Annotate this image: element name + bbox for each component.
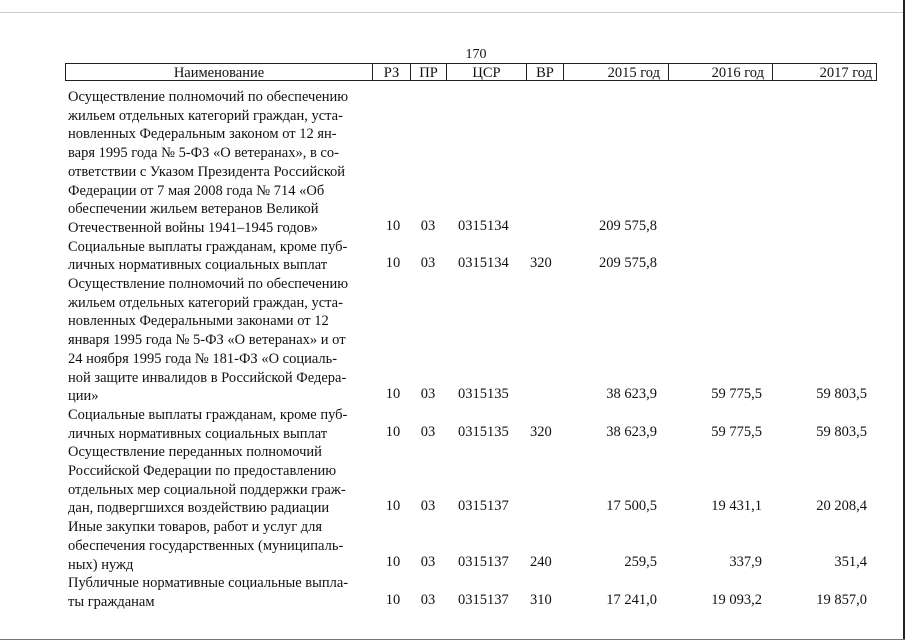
cell-vr: 320 bbox=[530, 423, 552, 440]
header-rz: РЗ bbox=[373, 64, 411, 80]
cell-rz: 10 bbox=[385, 554, 401, 571]
row-name-line: Российской Федерации по предоставлению bbox=[68, 463, 337, 479]
row-name-line: Осуществление полномочий по обеспечению bbox=[68, 276, 349, 292]
row-name bbox=[68, 518, 378, 574]
cell-y2016: 59 775,5 bbox=[711, 423, 762, 440]
cell-y2015: 17 241,0 bbox=[606, 591, 657, 608]
page-number: 170 bbox=[465, 47, 487, 62]
cell-pr: 03 bbox=[420, 423, 436, 440]
cell-rz: 10 bbox=[385, 386, 401, 403]
row-name-line: Отечественной войны 1941–1945 годов» bbox=[68, 219, 318, 236]
row-name-line: Социальные выплаты гражданам, кроме пуб- bbox=[68, 238, 348, 255]
scan-top-border bbox=[0, 12, 905, 13]
cell-y2015: 209 575,8 bbox=[599, 255, 657, 272]
row-name-line: ответствии с Указом Президента Российской bbox=[68, 163, 346, 180]
header-2015: 2015 год bbox=[564, 64, 669, 80]
row-name bbox=[68, 443, 378, 518]
cell-pr: 03 bbox=[420, 217, 436, 234]
row-name-line: новленных Федеральным законом от 12 ян- bbox=[68, 126, 337, 143]
cell-rz: 10 bbox=[385, 423, 401, 440]
row-name-line: жильем отдельных категорий граждан, уста- bbox=[68, 107, 343, 124]
row-name-line: варя 1995 года № 5-ФЗ «О ветеранах», в со- bbox=[68, 145, 339, 162]
row-name-line: Социальные выплаты гражданам, кроме пуб- bbox=[68, 406, 348, 423]
cell-y2017: 351,4 bbox=[834, 554, 867, 571]
row-name-line: ты гражданам bbox=[68, 593, 155, 610]
header-2016: 2016 год bbox=[669, 64, 773, 80]
row-name-line: 24 ноября 1995 года № 181-ФЗ «О социаль- bbox=[68, 350, 338, 367]
cell-y2016: 19 093,2 bbox=[711, 591, 762, 608]
table-header bbox=[65, 63, 877, 81]
row-name bbox=[68, 88, 378, 238]
row-name bbox=[68, 406, 378, 443]
row-name-line: ных) нужд bbox=[68, 556, 134, 573]
row-name-line: Осуществление полномочий по обеспечению bbox=[68, 89, 349, 105]
cell-y2015: 209 575,8 bbox=[599, 217, 657, 234]
row-name-line: отдельных мер социальной поддержки граж- bbox=[68, 481, 346, 498]
row-name-line: Иные закупки товаров, работ и услуг для bbox=[68, 519, 323, 536]
row-name-line: Осуществление переданных полномочий bbox=[68, 444, 322, 461]
row-name-line: обеспечении жильем ветеранов Великой bbox=[68, 201, 319, 218]
cell-pr: 03 bbox=[420, 255, 436, 272]
cell-y2016: 59 775,5 bbox=[711, 386, 762, 403]
header-csr: ЦСР bbox=[447, 64, 527, 80]
cell-y2017: 59 803,5 bbox=[816, 423, 867, 440]
cell-csr: 0315134 bbox=[458, 217, 509, 234]
cell-y2016: 19 431,1 bbox=[711, 498, 762, 515]
cell-pr: 03 bbox=[420, 498, 436, 515]
row-name-line: Публичные нормативные социальные выпла- bbox=[68, 575, 349, 592]
cell-y2015: 259,5 bbox=[624, 554, 657, 571]
cell-pr: 03 bbox=[420, 386, 436, 403]
row-name-line: ной защите инвалидов в Российской Федера- bbox=[68, 369, 347, 386]
row-name-line: января 1995 года № 5-ФЗ «О ветеранах» и от bbox=[68, 332, 346, 349]
header-2017: 2017 год bbox=[819, 65, 872, 81]
cell-vr: 240 bbox=[530, 554, 552, 571]
cell-rz: 10 bbox=[385, 591, 401, 608]
cell-csr: 0315135 bbox=[458, 386, 509, 403]
cell-vr: 310 bbox=[530, 591, 552, 608]
row-name-line: обеспечения государственных (муниципаль- bbox=[68, 537, 344, 554]
row-name-line: жильем отдельных категорий граждан, уста- bbox=[68, 294, 343, 311]
cell-rz: 10 bbox=[385, 255, 401, 272]
cell-rz: 10 bbox=[385, 217, 401, 234]
row-name-line: дан, подвергшихся воздействию радиации bbox=[68, 500, 330, 517]
row-name-line: личных нормативных социальных выплат bbox=[68, 257, 328, 274]
header-pr: ПР bbox=[411, 64, 447, 80]
cell-csr: 0315137 bbox=[458, 591, 509, 608]
row-name bbox=[68, 275, 378, 406]
cell-vr: 320 bbox=[530, 255, 552, 272]
cell-y2017: 19 857,0 bbox=[816, 591, 867, 608]
cell-csr: 0315135 bbox=[458, 423, 509, 440]
header-name: Наименование bbox=[66, 64, 373, 80]
cell-pr: 03 bbox=[420, 591, 436, 608]
cell-csr: 0315134 bbox=[458, 255, 509, 272]
cell-csr: 0315137 bbox=[458, 498, 509, 515]
cell-csr: 0315137 bbox=[458, 554, 509, 571]
cell-pr: 03 bbox=[420, 554, 436, 571]
cell-y2015: 17 500,5 bbox=[606, 498, 657, 515]
cell-rz: 10 bbox=[385, 498, 401, 515]
row-name bbox=[68, 574, 378, 611]
cell-y2017: 59 803,5 bbox=[816, 386, 867, 403]
header-vr: ВР bbox=[527, 64, 564, 80]
row-name-line: ции» bbox=[68, 388, 99, 405]
cell-y2016: 337,9 bbox=[729, 554, 762, 571]
row-name-line: личных нормативных социальных выплат bbox=[68, 425, 328, 442]
row-name bbox=[68, 238, 378, 275]
cell-y2015: 38 623,9 bbox=[606, 423, 657, 440]
row-name-line: новленных Федеральными законами от 12 bbox=[68, 313, 329, 330]
cell-y2017: 20 208,4 bbox=[816, 498, 867, 515]
row-name-line: Федерации от 7 мая 2008 года № 714 «Об bbox=[68, 182, 325, 199]
cell-y2015: 38 623,9 bbox=[606, 386, 657, 403]
